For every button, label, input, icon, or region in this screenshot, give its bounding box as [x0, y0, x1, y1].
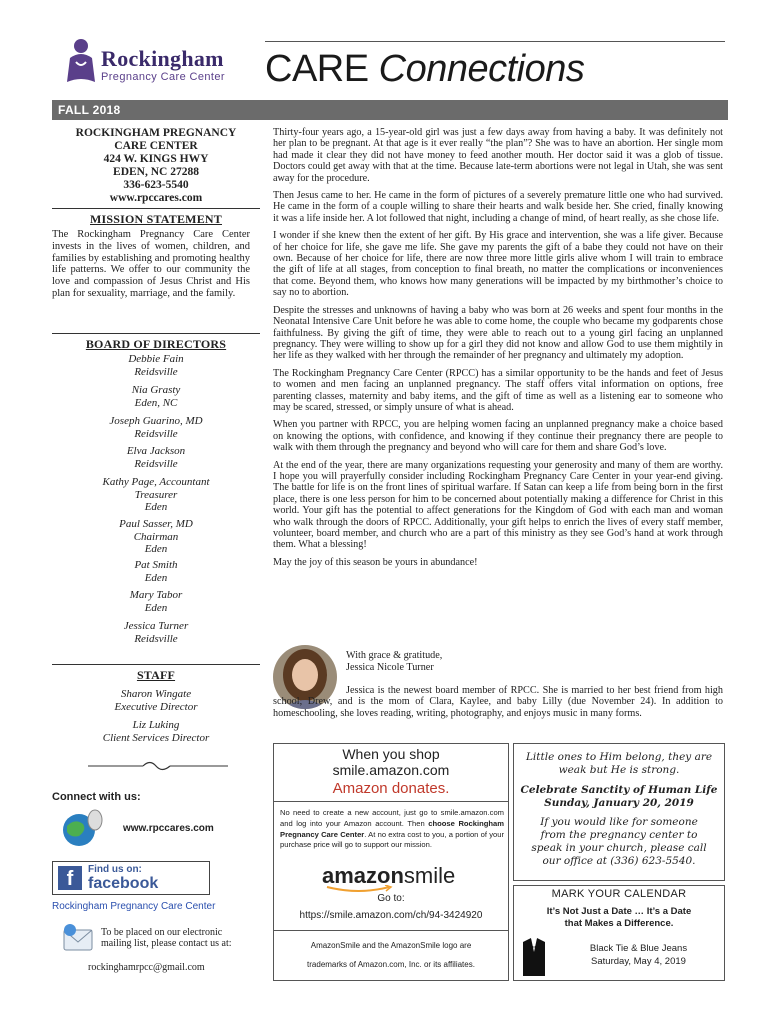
- board-member-name: Elva Jackson: [126, 445, 186, 457]
- board-member-name: Jessica Turner: [123, 620, 189, 632]
- calendar-event-name: Black Tie & Blue Jeans: [589, 943, 688, 954]
- board-member: [52, 445, 260, 470]
- mission-heading: MISSION STATEMENT: [90, 212, 222, 226]
- logo-subtitle: Pregnancy Care Center: [101, 71, 225, 83]
- board-member-place: Reidsville: [134, 365, 178, 378]
- calendar-subtitle: [513, 906, 725, 930]
- sanctity-event-line: Sunday, January 20, 2019: [544, 797, 694, 809]
- board-member-place: Reidsville: [134, 632, 178, 645]
- org-line: 336-623-5540: [123, 179, 189, 191]
- board-member-name: Pat Smith: [134, 559, 178, 571]
- title-care: CARE: [265, 48, 369, 90]
- org-line: ROCKINGHAM PREGNANCY: [75, 127, 237, 139]
- logo-figure-icon: [64, 38, 98, 84]
- facebook-f-icon: f: [58, 866, 82, 890]
- email-envelope-icon: [60, 922, 96, 956]
- flourish-divider-icon: [88, 757, 228, 775]
- title-connections: Connections: [378, 48, 585, 90]
- sanctity-verse-line: weak but He is strong.: [558, 764, 680, 776]
- article-paragraph: When you partner with RPCC, you are helping women facing an unplanned pregnancy make a choice based on knowing the options, with confidence, and knowing if they continue their pregnancy there are people to walk with them through the pregnancy and beyond who will care for them and share God’s love.: [273, 419, 723, 454]
- amazon-logo-light: smile: [403, 863, 456, 888]
- board-member-place: Reidsville: [134, 427, 178, 440]
- article-paragraph: Thirty-four years ago, a 15-year-old girl was just a few days away from having a baby. It was definitely not her plan to be pregnant. At that age is it ever really “the plan”? She was to have an abortion. Her single mom had made it clear they did not have money to feed another mouth. Her doctor said it was a glob of tissue. Doctors could get away with that at the time. Because late-term abortions were not legal in Utah, she was sent away for the procedure.: [273, 127, 723, 184]
- logo-name: Rockingham: [101, 46, 224, 71]
- board-member: [52, 476, 260, 514]
- org-address: [52, 127, 260, 205]
- board-member-role: Treasurer: [134, 488, 178, 501]
- calendar-event: [556, 942, 721, 968]
- board-member: [52, 559, 260, 584]
- amazon-url[interactable]: https://smile.amazon.com/ch/94-3424920: [299, 910, 483, 921]
- amazon-instructions-text: . At no extra cost to you, a portion of your purchase price will go to support our mission.: [280, 829, 504, 850]
- newsletter-title: [265, 48, 584, 91]
- org-line: www.rpccares.com: [109, 192, 203, 204]
- board-member-place: Eden: [144, 543, 168, 555]
- board-member: [52, 353, 260, 378]
- signature-closing: With grace & gratitude,: [346, 650, 443, 661]
- board-member: [52, 620, 260, 645]
- amazon-goto: Go to:: [377, 893, 405, 904]
- board-member-place: Reidsville: [134, 457, 178, 470]
- staff-member: [52, 688, 260, 713]
- calendar-event-date: Saturday, May 4, 2019: [591, 956, 686, 967]
- amazon-trademark: trademarks of Amazon.com, Inc. or its affiliates.: [307, 960, 475, 969]
- article-paragraph: The Rockingham Pregnancy Care Center (RPCC) has a similar opportunity to be the hands and feet of Jesus to women and men facing an unplanned pregnancy. The staff offers vital information on options, free parenting classes, maternity and baby items, and the gift of time as well as a listening ear to someone who may be scared, stressed, or simply unsure of what is ahead.: [273, 367, 723, 413]
- amazon-smile-arrow-icon: [325, 885, 395, 893]
- sanctity-verse: [516, 751, 722, 777]
- staff-member: [52, 719, 260, 744]
- staff-member-role: Client Services Director: [102, 731, 210, 744]
- article-body: [273, 127, 723, 574]
- amazon-divider: [273, 801, 509, 802]
- board-member-name: Debbie Fain: [128, 353, 184, 365]
- board-member-name: Joseph Guarino, MD: [109, 415, 203, 427]
- board-rule: [52, 333, 260, 334]
- board-member-name: Kathy Page, Accountant: [102, 476, 210, 488]
- calendar-heading: MARK YOUR CALENDAR: [551, 888, 687, 900]
- amazon-heading-line: When you shop: [342, 746, 440, 762]
- amazon-trademark: AmazonSmile and the AmazonSmile logo are: [310, 941, 472, 950]
- facebook-find-label: Find us on:: [88, 864, 142, 875]
- sanctity-speaker-line: our office at (336) 623-5540.: [542, 855, 696, 867]
- author-bio: Jessica is the newest board member of RPCC. She is married to her best friend from high school, Drew, and is the mom of Clara, Kaylee, and baby Lilly (due November 24). In addition to homeschooling, she loves reading, writing, photography, and enjoys music in many forms.: [273, 685, 723, 719]
- globe-mouse-icon: [57, 808, 105, 848]
- article-paragraph: Then Jesus came to her. He came in the form of pictures of a severely premature little one who had survived. He came in the form of a couple willing to share their hearts and walk beside her. She cried, finally knowing it was a life inside her. A lot followed that night, including a change of mind, of heart really, as she chose life.: [273, 190, 723, 224]
- board-member-name: Paul Sasser, MD: [119, 518, 193, 530]
- article-paragraph: May the joy of this season be yours in abundance!: [273, 556, 478, 568]
- board-member-name: Mary Tabor: [129, 589, 183, 601]
- org-line: CARE CENTER: [114, 140, 198, 152]
- board-member-role: Chairman: [133, 530, 179, 543]
- board-member-place: Eden: [144, 601, 168, 614]
- mailing-list-text: To be placed on our electronic mailing list, please contact us at:: [101, 927, 232, 949]
- mission-text: The Rockingham Pregnancy Care Center invests in the lives of women, children, and families by establishing and promoting healthy life patterns. We offer to our community the love and compassion of Jesus Christ and His plan for sexuality, marriage, and the family.: [52, 229, 250, 299]
- board-member-place: Eden, NC: [134, 396, 178, 409]
- org-line: EDEN, NC 27288: [113, 166, 199, 178]
- staff-member-name: Liz Luking: [132, 719, 180, 731]
- staff-member-role: Executive Director: [114, 700, 198, 713]
- season-label: FALL 2018: [58, 103, 121, 117]
- title-rule: [265, 41, 725, 42]
- sanctity-event-line: Celebrate Sanctity of Human Life: [520, 784, 718, 796]
- article-paragraph: At the end of the year, there are many organizations requesting your generosity and many of them are worthy. I hope you will prayerfully consider including Rockingham Pregnancy Care Center in your year-end giving. The battle for life is on the front lines of spiritual warfare. If Satan can keep a life from being born in the first place, there is one less person for him to be concerned about potentially making a difference for Christ in this world. Your gift has the potential to affect generations for the Kingdom of God with each man and woman who walk through the doors of RPCC. Additionally, your gift helps to enrich the lives of every staff member, volunteer, board member, and church who are a part of this ministry as they see God’s hand at work through them. What a blessing!: [273, 459, 723, 551]
- org-link[interactable]: Rockingham Pregnancy Care Center: [52, 901, 216, 912]
- board-member-place: Eden: [144, 571, 168, 584]
- amazon-donates: Amazon donates.: [332, 780, 450, 797]
- board-member-name: Nia Grasty: [131, 384, 181, 396]
- org-line: 424 W. KINGS HWY: [103, 153, 209, 165]
- staff-member-name: Sharon Wingate: [120, 688, 192, 700]
- sanctity-speaker-line: If you would like for someone: [540, 816, 698, 828]
- article-paragraph: Despite the stresses and unknowns of having a baby who was born at 26 weeks and spent four months in the Neonatal Intensive Care Unit before he was able to come home, the couple who became my godparents chose faithfulness. By giving the gift of time, they were able to reach out to a young girl facing an unplanned pregnancy. They were willing to show up for a girl they did not know and allow God to use them mightily in her life as they walked with her through the remainder of her pregnancy and ultimately my adoption.: [273, 304, 723, 362]
- website-link[interactable]: www.rpccares.com: [123, 823, 214, 834]
- staff-rule: [52, 664, 260, 665]
- calendar-subtitle-line: that Makes a Difference.: [564, 918, 674, 929]
- season-bar: [52, 100, 728, 120]
- amazon-heading-line: smile.amazon.com: [332, 762, 450, 778]
- connect-label: Connect with us:: [52, 791, 141, 803]
- amazon-divider: [273, 930, 509, 931]
- amazon-instructions-bold: choose Rockingham Pregnancy Care Center: [280, 818, 505, 839]
- board-member-place: Eden: [144, 501, 168, 513]
- calendar-subtitle-line: It’s Not Just a Date … It’s a Date: [546, 906, 692, 917]
- article-paragraph: I wonder if she knew then the extent of her gift. By His grace and intervention, she was a life giver. Because of her choice for life, she gave me life. She gave my parents the gift of a babe they could not have on their own. Because of her choice for life, there are now three more little girls alive whom I will train to embrace the gift of life at all stages, from conception to final breath, no matter the complications or inconveniences that come. Beyond them, who knows how many generations will be impacted by my birthmother’s choice to say no to abortion.: [273, 230, 723, 299]
- amazon-instructions-text: No need to create a new account, just go to smile.amazon.com and log into your Amazon account. Then: [280, 808, 504, 828]
- facebook-wordmark: facebook: [88, 875, 159, 892]
- amazon-instructions: [280, 808, 504, 851]
- signature-name: Jessica Nicole Turner: [346, 662, 434, 673]
- staff-heading: STAFF: [136, 668, 176, 682]
- board-heading: BOARD OF DIRECTORS: [85, 337, 227, 351]
- signature: [346, 650, 442, 674]
- board-member: [52, 589, 260, 614]
- sanctity-speaker-line: from the pregnancy center to: [540, 829, 698, 841]
- tuxedo-icon: [521, 938, 547, 976]
- sanctity-verse-line: Little ones to Him belong, they are: [525, 751, 713, 763]
- email-address[interactable]: rockinghamrpcc@gmail.com: [88, 962, 205, 973]
- amazon-logo-bold: amazon: [322, 863, 404, 888]
- board-member: [52, 384, 260, 409]
- board-member: [52, 518, 260, 556]
- sanctity-speaker: [516, 816, 722, 868]
- sanctity-event: [516, 784, 722, 810]
- sanctity-speaker-line: speak in your church, please call: [531, 842, 707, 854]
- amazon-heading: [273, 746, 509, 778]
- board-member: [52, 415, 260, 440]
- mission-rule: [52, 208, 260, 209]
